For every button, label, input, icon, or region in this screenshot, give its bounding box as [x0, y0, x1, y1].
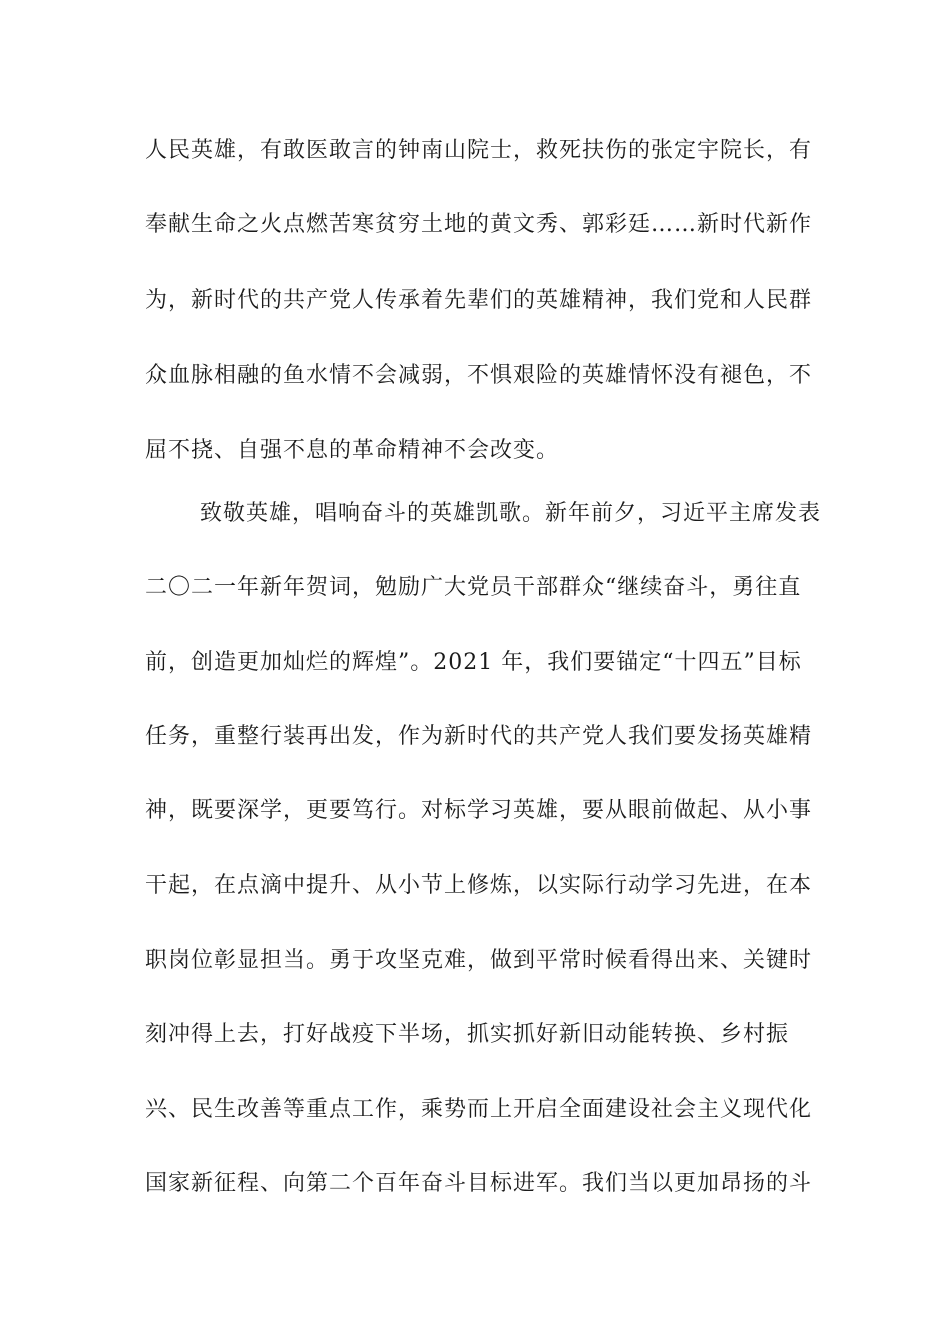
- text-line: 刻冲得上去，打好战疫下半场，抓实抓好新旧动能转换、乡村振: [145, 1022, 790, 1047]
- text-line: 众血脉相融的鱼水情不会减弱，不惧艰险的英雄情怀没有褪色，不: [145, 363, 813, 388]
- text-line: 任务，重整行装再出发，作为新时代的共产党人我们要发扬英雄精: [145, 724, 813, 749]
- text-line: 二〇二一年新年贺词，勉励广大党员干部群众“继续奋斗，勇往直: [145, 575, 802, 600]
- text-line: 职岗位彰显担当。勇于攻坚克难，做到平常时候看得出来、关键时: [145, 948, 813, 973]
- text-line: 兴、民生改善等重点工作，乘势而上开启全面建设社会主义现代化: [145, 1097, 813, 1122]
- text-line: 前，创造更加灿烂的辉煌”。2021 年，我们要锚定“十四五”目标: [145, 650, 802, 675]
- text-line: 为，新时代的共产党人传承着先辈们的英雄精神，我们党和人民群: [145, 288, 813, 313]
- text-line: 神，既要深学，更要笃行。对标学习英雄，要从眼前做起、从小事: [145, 798, 813, 823]
- text-line: 人民英雄，有敢医敢言的钟南山院士，救死扶伤的张定宇院长，有: [145, 138, 813, 163]
- text-line: 干起，在点滴中提升、从小节上修炼，以实际行动学习先进，在本: [145, 873, 813, 898]
- text-line: 屈不挠、自强不息的革命精神不会改变。: [145, 438, 560, 463]
- text-line: 奉献生命之火点燃苦寒贫穷土地的黄文秀、郭彩廷……新时代新作: [145, 212, 813, 237]
- text-line: 国家新征程、向第二个百年奋斗目标进军。我们当以更加昂扬的斗: [145, 1171, 813, 1196]
- paragraph-first-line: 致敬英雄，唱响奋斗的英雄凯歌。新年前夕，习近平主席发表: [200, 501, 822, 526]
